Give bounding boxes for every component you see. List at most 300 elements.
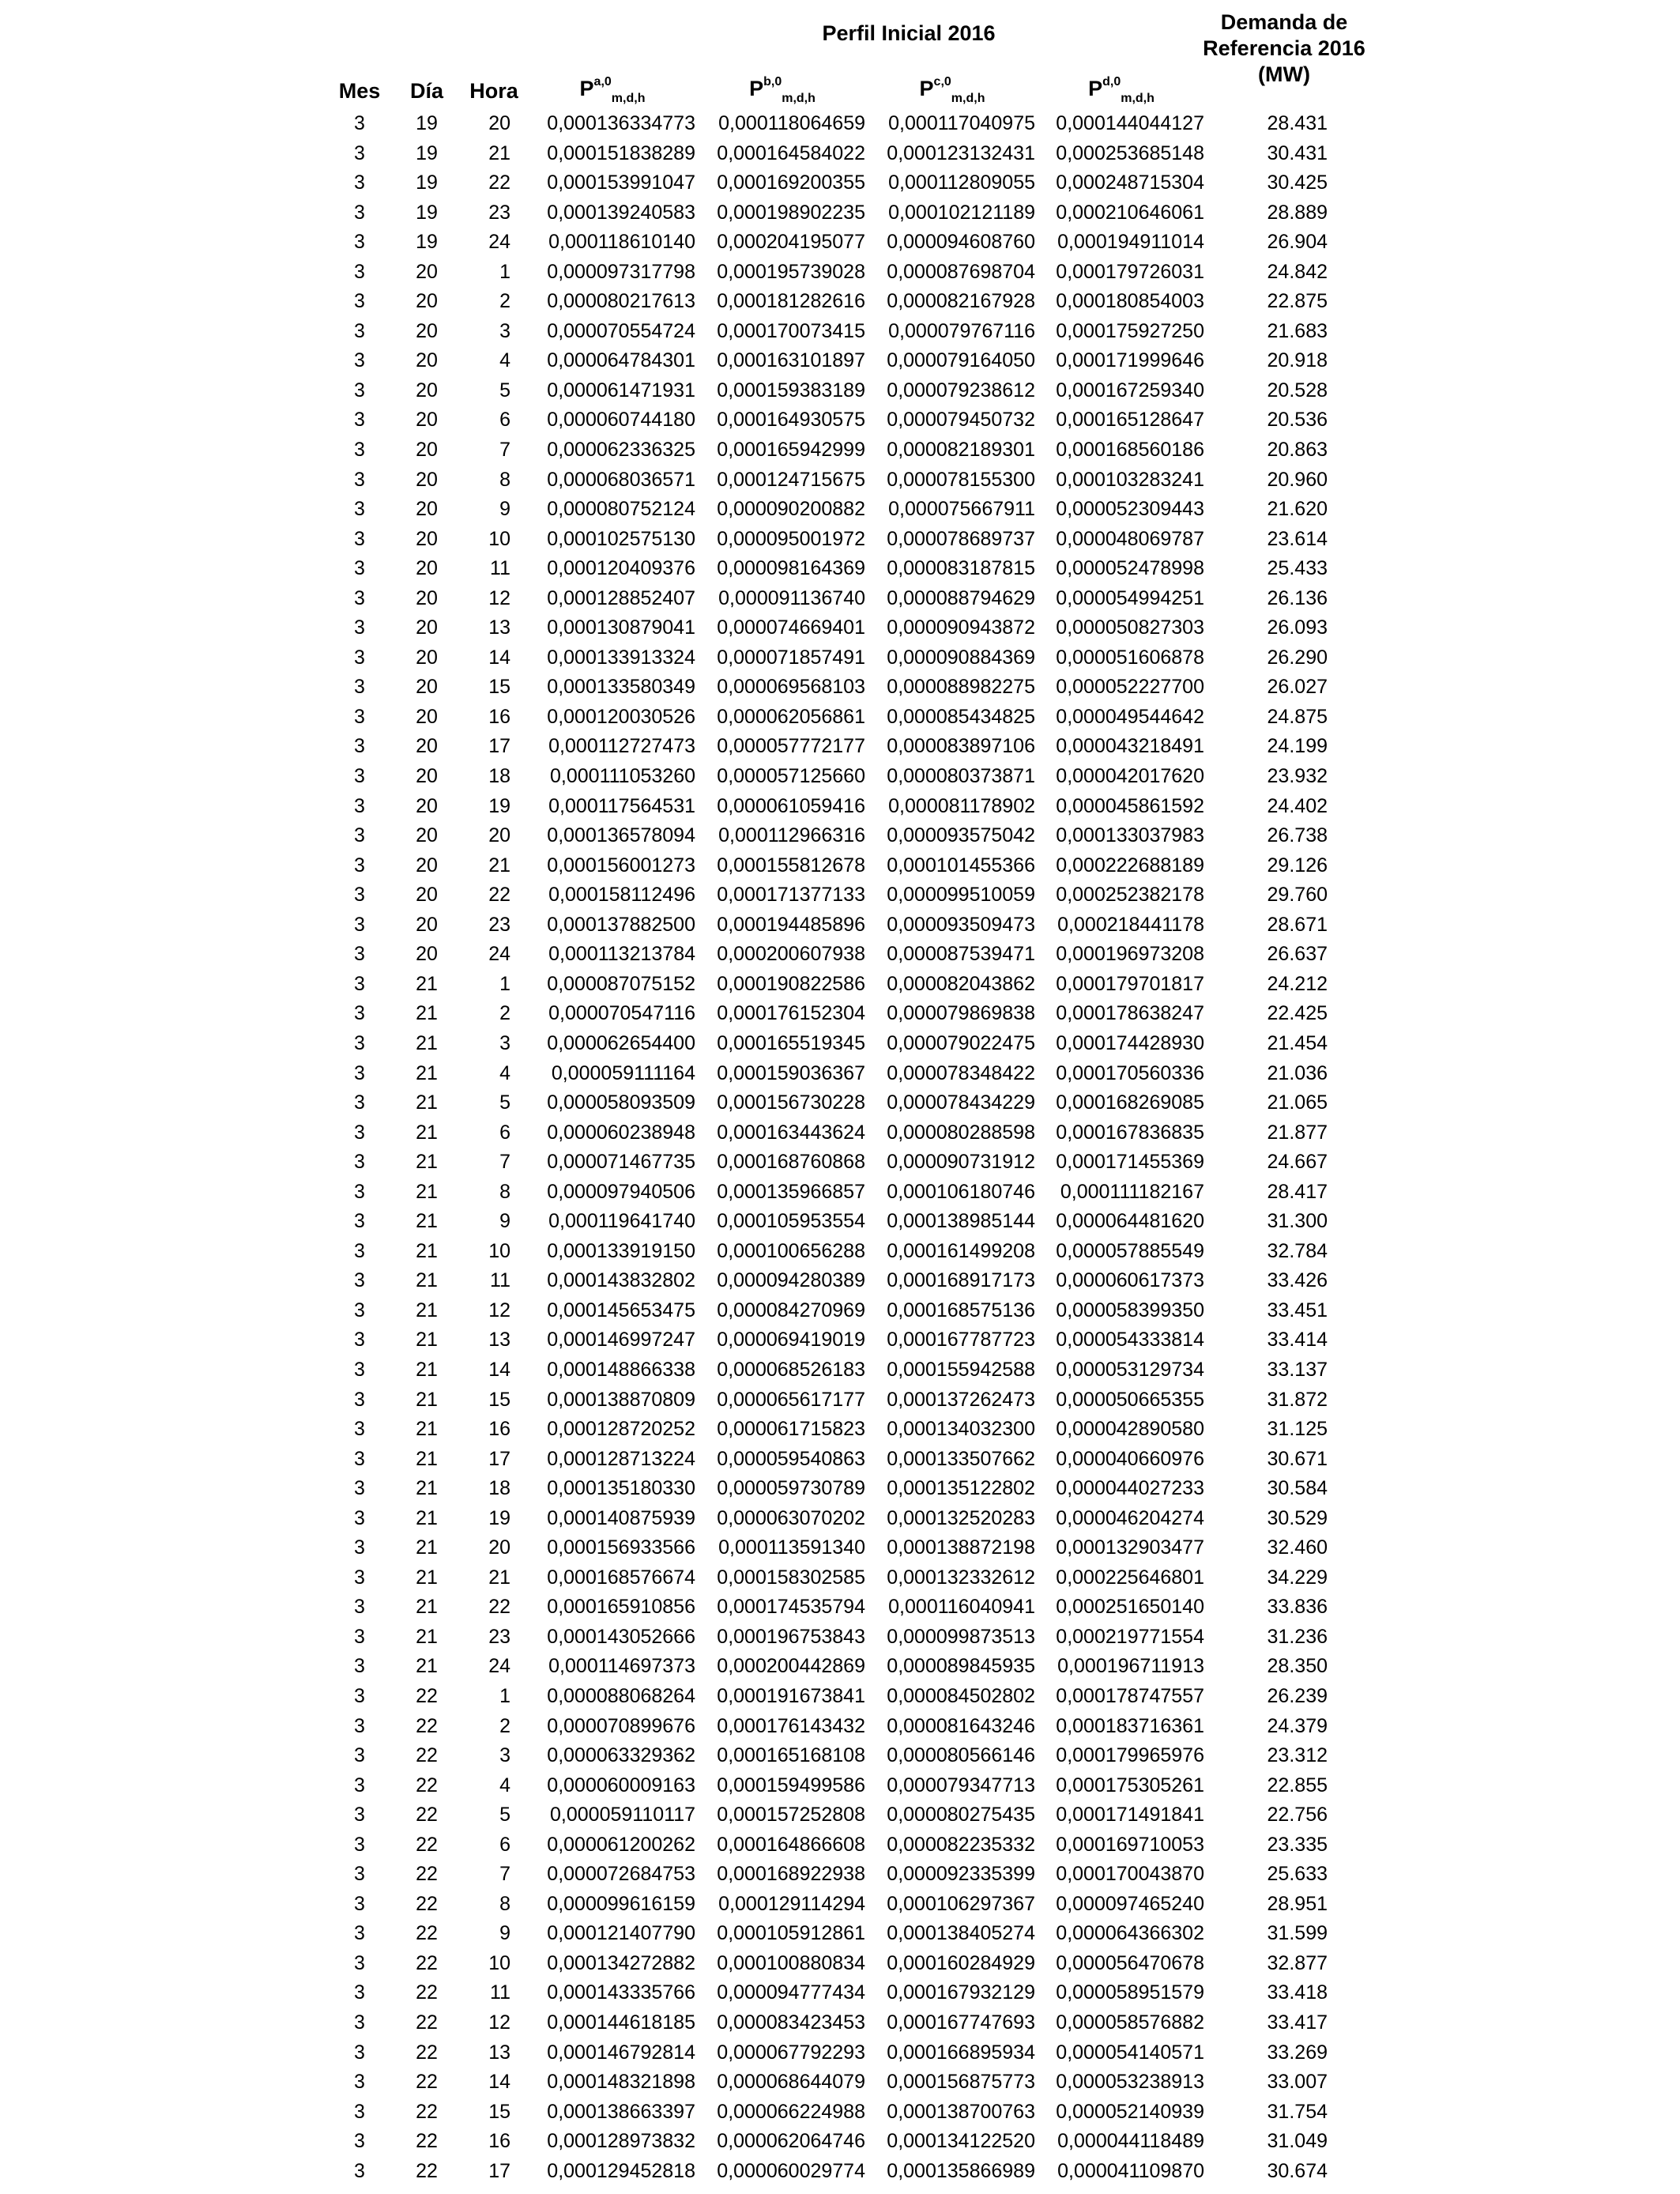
cell-pc: 0,000078434229	[887, 1091, 1035, 1114]
cell-hora: 5	[499, 1804, 510, 1826]
cell-pb: 0,000164584022	[717, 141, 865, 164]
table-row	[0, 880, 1680, 910]
cell-pd: 0,000171491841	[1056, 1804, 1204, 1826]
cell-hora: 2	[499, 1002, 510, 1025]
cell-demanda: 31.872	[1267, 1388, 1328, 1411]
cell-pd: 0,000170560336	[1056, 1061, 1204, 1084]
table-row	[0, 792, 1680, 822]
cell-pa: 0,000146997247	[547, 1329, 695, 1351]
cell-pd: 0,000054333814	[1056, 1329, 1204, 1351]
cell-dia: 22	[416, 1863, 438, 1886]
cell-dia: 22	[416, 2100, 438, 2123]
cell-pc: 0,000099873513	[887, 1625, 1035, 1648]
cell-pd: 0,000167836835	[1056, 1121, 1204, 1144]
table-row	[0, 168, 1680, 198]
table-row	[0, 554, 1680, 584]
cell-pc: 0,000081643246	[887, 1714, 1035, 1737]
table-row	[0, 1800, 1680, 1830]
pd-sub: m,d,h	[1121, 92, 1155, 105]
cell-pa: 0,000058093509	[547, 1091, 695, 1114]
cell-hora: 20	[488, 824, 510, 847]
cell-demanda: 23.614	[1267, 527, 1328, 550]
cell-pd: 0,000052140939	[1056, 2100, 1204, 2123]
cell-dia: 22	[416, 1951, 438, 1974]
cell-dia: 20	[416, 290, 438, 313]
cell-mes: 3	[354, 943, 365, 966]
cell-dia: 21	[416, 1536, 438, 1559]
table-row	[0, 1415, 1680, 1445]
table-row	[0, 1890, 1680, 1920]
cell-dia: 20	[416, 913, 438, 936]
cell-pb: 0,000191673841	[717, 1684, 865, 1707]
cell-pa: 0,000072684753	[547, 1863, 695, 1886]
perfil-inicial-title: Perfil Inicial 2016	[822, 21, 996, 45]
cell-pc: 0,000082189301	[887, 439, 1035, 462]
table-row	[0, 1445, 1680, 1475]
cell-demanda: 32.460	[1267, 1536, 1328, 1559]
table-row	[0, 1148, 1680, 1178]
cell-hora: 24	[488, 231, 510, 254]
cell-pa: 0,000111053260	[550, 765, 695, 788]
cell-pa: 0,000080217613	[547, 290, 695, 313]
cell-mes: 3	[354, 231, 365, 254]
cell-hora: 12	[488, 1299, 510, 1321]
column-header-pa	[553, 75, 672, 105]
table-row	[0, 2008, 1680, 2038]
cell-dia: 22	[416, 2130, 438, 2153]
table-row	[0, 495, 1680, 525]
cell-pd: 0,000048069787	[1056, 527, 1204, 550]
column-header-pb	[723, 75, 842, 105]
cell-dia: 22	[416, 2071, 438, 2094]
cell-pb: 0,000159036367	[717, 1061, 865, 1084]
table-row	[0, 999, 1680, 1029]
cell-hora: 3	[499, 1031, 510, 1054]
cell-pa: 0,000114697373	[548, 1655, 695, 1678]
cell-pa: 0,000070547116	[548, 1002, 695, 1025]
cell-mes: 3	[354, 141, 365, 164]
cell-hora: 19	[488, 794, 510, 817]
cell-demanda: 20.536	[1267, 409, 1328, 432]
cell-pd: 0,000170043870	[1056, 1863, 1204, 1886]
cell-pb: 0,000159499586	[717, 1774, 865, 1796]
cell-hora: 1	[499, 260, 510, 283]
cell-dia: 21	[416, 1388, 438, 1411]
cell-pd: 0,000053238913	[1056, 2071, 1204, 2094]
cell-mes: 3	[354, 527, 365, 550]
cell-dia: 21	[416, 1596, 438, 1619]
cell-pa: 0,000060744180	[547, 409, 695, 432]
cell-dia: 20	[416, 379, 438, 401]
cell-pc: 0,000135122802	[887, 1477, 1035, 1500]
cell-pa: 0,000138870809	[547, 1388, 695, 1411]
cell-mes: 3	[354, 1922, 365, 1945]
cell-mes: 3	[354, 1121, 365, 1144]
cell-pa: 0,000117564531	[548, 794, 695, 817]
cell-dia: 19	[416, 172, 438, 194]
table-row	[0, 287, 1680, 317]
cell-pc: 0,000102121189	[888, 201, 1035, 224]
cell-pd: 0,000045861592	[1056, 794, 1204, 817]
cell-demanda: 31.599	[1267, 1922, 1328, 1945]
table-row	[0, 1860, 1680, 1890]
cell-pa: 0,000097317798	[547, 260, 695, 283]
cell-pc: 0,000137262473	[887, 1388, 1035, 1411]
cell-pb: 0,000171377133	[717, 884, 865, 907]
cell-mes: 3	[354, 349, 365, 372]
cell-pc: 0,000088982275	[887, 676, 1035, 699]
cell-dia: 20	[416, 349, 438, 372]
cell-mes: 3	[354, 1625, 365, 1648]
cell-dia: 21	[416, 1299, 438, 1321]
cell-demanda: 22.425	[1267, 1002, 1328, 1025]
cell-hora: 11	[490, 1981, 510, 2004]
cell-pb: 0,000169200355	[717, 172, 865, 194]
cell-hora: 7	[499, 1863, 510, 1886]
cell-pa: 0,000156001273	[547, 854, 695, 876]
cell-hora: 22	[488, 172, 510, 194]
cell-demanda: 28.417	[1267, 1180, 1328, 1203]
cell-hora: 6	[499, 1121, 510, 1144]
cell-pc: 0,000087698704	[887, 260, 1035, 283]
cell-pb: 0,000061715823	[717, 1418, 865, 1441]
cell-mes: 3	[354, 646, 365, 669]
cell-demanda: 20.528	[1267, 379, 1328, 401]
cell-demanda: 22.855	[1267, 1774, 1328, 1796]
cell-mes: 3	[354, 765, 365, 788]
table-row	[0, 1978, 1680, 2008]
cell-dia: 22	[416, 1714, 438, 1737]
cell-mes: 3	[354, 1151, 365, 1174]
cell-pc: 0,000167787723	[887, 1329, 1035, 1351]
cell-demanda: 28.350	[1267, 1655, 1328, 1678]
table-row	[0, 2157, 1680, 2187]
cell-hora: 8	[499, 1180, 510, 1203]
cell-pc: 0,000106297367	[887, 1892, 1035, 1915]
pb-sub: m,d,h	[782, 92, 816, 105]
cell-hora: 22	[488, 884, 510, 907]
cell-pb: 0,000168922938	[717, 1863, 865, 1886]
cell-pd: 0,000111182167	[1060, 1180, 1204, 1203]
cell-pd: 0,000167259340	[1056, 379, 1204, 401]
cell-demanda: 32.784	[1267, 1239, 1328, 1262]
cell-hora: 23	[488, 1625, 510, 1648]
cell-demanda: 24.842	[1267, 260, 1328, 283]
cell-hora: 13	[488, 1329, 510, 1351]
cell-pb: 0,000157252808	[717, 1804, 865, 1826]
cell-hora: 11	[490, 557, 510, 580]
cell-hora: 21	[488, 1566, 510, 1589]
column-header-mes: Mes	[338, 79, 381, 103]
cell-dia: 20	[416, 527, 438, 550]
cell-mes: 3	[354, 586, 365, 609]
table-row	[0, 1682, 1680, 1712]
cell-pb: 0,000098164369	[717, 557, 865, 580]
cell-dia: 20	[416, 943, 438, 966]
cell-pd: 0,000222688189	[1056, 854, 1204, 876]
table-row	[0, 109, 1680, 139]
table-row	[0, 1652, 1680, 1682]
cell-dia: 21	[416, 1566, 438, 1589]
cell-dia: 20	[416, 824, 438, 847]
cell-pa: 0,000097940506	[547, 1180, 695, 1203]
cell-pd: 0,000051606878	[1056, 646, 1204, 669]
cell-pa: 0,000146792814	[547, 2041, 695, 2064]
cell-mes: 3	[354, 735, 365, 758]
cell-pc: 0,000099510059	[887, 884, 1035, 907]
cell-mes: 3	[354, 1536, 365, 1559]
cell-mes: 3	[354, 1269, 365, 1292]
cell-pa: 0,000136334773	[547, 112, 695, 134]
cell-mes: 3	[354, 2011, 365, 2034]
cell-demanda: 32.877	[1267, 1951, 1328, 1974]
cell-pc: 0,000132332612	[887, 1566, 1035, 1589]
cell-hora: 24	[488, 1655, 510, 1678]
cell-pb: 0,000068526183	[717, 1358, 865, 1381]
cell-mes: 3	[354, 1329, 365, 1351]
cell-demanda: 30.671	[1267, 1447, 1328, 1470]
table-row	[0, 2068, 1680, 2098]
column-header-hora: Hora	[469, 79, 518, 103]
cell-pd: 0,000132903477	[1056, 1536, 1204, 1559]
cell-pc: 0,000081178902	[888, 794, 1035, 817]
cell-pd: 0,000251650140	[1056, 1596, 1204, 1619]
cell-dia: 20	[416, 854, 438, 876]
cell-hora: 4	[499, 1061, 510, 1084]
cell-hora: 16	[488, 1418, 510, 1441]
cell-hora: 9	[499, 1210, 510, 1233]
cell-demanda: 21.877	[1267, 1121, 1328, 1144]
cell-pd: 0,000097465240	[1056, 1892, 1204, 1915]
cell-mes: 3	[354, 1091, 365, 1114]
table-row	[0, 1266, 1680, 1296]
cell-demanda: 23.312	[1267, 1744, 1328, 1767]
cell-demanda: 24.379	[1267, 1714, 1328, 1737]
cell-demanda: 34.229	[1267, 1566, 1328, 1589]
cell-mes: 3	[354, 2130, 365, 2153]
cell-pb: 0,000170073415	[717, 319, 865, 342]
cell-pa: 0,000143335766	[547, 1981, 695, 2004]
cell-pd: 0,000180854003	[1056, 290, 1204, 313]
cell-pc: 0,000078155300	[887, 468, 1035, 491]
cell-demanda: 24.199	[1267, 735, 1328, 758]
cell-pd: 0,000040660976	[1056, 1447, 1204, 1470]
cell-pc: 0,000079869838	[887, 1002, 1035, 1025]
cell-dia: 22	[416, 1774, 438, 1796]
cell-hora: 4	[499, 349, 510, 372]
table-row	[0, 466, 1680, 496]
cell-pa: 0,000148866338	[547, 1358, 695, 1381]
cell-pc: 0,000083187815	[887, 557, 1035, 580]
cell-pa: 0,000158112496	[548, 884, 695, 907]
cell-hora: 12	[488, 586, 510, 609]
cell-dia: 20	[416, 468, 438, 491]
table-row	[0, 1385, 1680, 1416]
cell-hora: 20	[488, 112, 510, 134]
cell-demanda: 20.960	[1267, 468, 1328, 491]
cell-pc: 0,000116040941	[888, 1596, 1035, 1619]
cell-dia: 21	[416, 1180, 438, 1203]
cell-dia: 21	[416, 1655, 438, 1678]
table-row	[0, 2127, 1680, 2157]
cell-hora: 23	[488, 913, 510, 936]
cell-dia: 21	[416, 1447, 438, 1470]
cell-pb: 0,000163101897	[717, 349, 865, 372]
cell-hora: 16	[488, 2130, 510, 2153]
cell-pd: 0,000248715304	[1056, 172, 1204, 194]
cell-mes: 3	[354, 379, 365, 401]
cell-demanda: 33.451	[1267, 1299, 1328, 1321]
cell-pd: 0,000179726031	[1056, 260, 1204, 283]
cell-pd: 0,000219771554	[1056, 1625, 1204, 1648]
cell-pa: 0,000143832802	[547, 1269, 695, 1292]
cell-dia: 21	[416, 1002, 438, 1025]
cell-mes: 3	[354, 1981, 365, 2004]
cell-pb: 0,000060029774	[717, 2159, 865, 2182]
table-row	[0, 940, 1680, 970]
table-row	[0, 258, 1680, 288]
table-row	[0, 673, 1680, 703]
cell-pc: 0,000168917173	[887, 1269, 1035, 1292]
cell-pb: 0,000071857491	[717, 646, 865, 669]
pa-sup: a,0	[593, 75, 612, 89]
cell-demanda: 23.335	[1267, 1833, 1328, 1856]
cell-pa: 0,000060238948	[547, 1121, 695, 1144]
cell-hora: 6	[499, 409, 510, 432]
cell-hora: 18	[488, 1477, 510, 1500]
cell-pc: 0,000138872198	[887, 1536, 1035, 1559]
cell-pd: 0,000144044127	[1056, 112, 1204, 134]
cell-mes: 3	[354, 1388, 365, 1411]
cell-pa: 0,000113213784	[548, 943, 695, 966]
cell-pc: 0,000079767116	[888, 319, 1035, 342]
cell-pa: 0,000061471931	[547, 379, 695, 401]
cell-pc: 0,000106180746	[887, 1180, 1035, 1203]
cell-dia: 22	[416, 1981, 438, 2004]
cell-pc: 0,000080373871	[887, 765, 1035, 788]
cell-pb: 0,000105953554	[717, 1210, 865, 1233]
cell-pb: 0,000124715675	[717, 468, 865, 491]
cell-pd: 0,000175305261	[1056, 1774, 1204, 1796]
demanda-header-line3: (MW)	[1258, 62, 1310, 86]
cell-pa: 0,000061200262	[547, 1833, 695, 1856]
cell-dia: 20	[416, 439, 438, 462]
cell-dia: 21	[416, 1418, 438, 1441]
cell-pc: 0,000123132431	[887, 141, 1035, 164]
cell-pd: 0,000050827303	[1056, 616, 1204, 639]
cell-pb: 0,000113591340	[718, 1536, 865, 1559]
cell-hora: 15	[488, 676, 510, 699]
cell-mes: 3	[354, 557, 365, 580]
cell-pc: 0,000093509473	[887, 913, 1035, 936]
cell-dia: 21	[416, 1031, 438, 1054]
cell-demanda: 33.137	[1267, 1358, 1328, 1381]
cell-pd: 0,000178747557	[1056, 1684, 1204, 1707]
cell-pb: 0,000100656288	[717, 1239, 865, 1262]
cell-demanda: 33.414	[1267, 1329, 1328, 1351]
cell-demanda: 22.875	[1267, 290, 1328, 313]
cell-pb: 0,000181282616	[717, 290, 865, 313]
pb-base: P	[749, 77, 764, 100]
cell-pd: 0,000225646801	[1056, 1566, 1204, 1589]
cell-mes: 3	[354, 2100, 365, 2123]
cell-hora: 13	[488, 2041, 510, 2064]
cell-pa: 0,000062336325	[547, 439, 695, 462]
cell-pc: 0,000085434825	[887, 705, 1035, 728]
table-row	[0, 1355, 1680, 1385]
cell-pa: 0,000062654400	[547, 1031, 695, 1054]
cell-dia: 20	[416, 676, 438, 699]
cell-hora: 23	[488, 201, 510, 224]
table-row	[0, 1919, 1680, 1949]
cell-pa: 0,000088068264	[547, 1684, 695, 1707]
cell-mes: 3	[354, 1833, 365, 1856]
cell-hora: 15	[488, 2100, 510, 2123]
cell-mes: 3	[354, 854, 365, 876]
cell-dia: 21	[416, 1151, 438, 1174]
cell-pc: 0,000132520283	[887, 1506, 1035, 1529]
cell-pa: 0,000143052666	[547, 1625, 695, 1648]
table-row	[0, 435, 1680, 466]
cell-hora: 19	[488, 1506, 510, 1529]
table-row	[0, 1712, 1680, 1742]
cell-pc: 0,000101455366	[887, 854, 1035, 876]
cell-pc: 0,000079022475	[887, 1031, 1035, 1054]
cell-pb: 0,000069568103	[717, 676, 865, 699]
cell-hora: 21	[488, 854, 510, 876]
cell-mes: 3	[354, 1863, 365, 1886]
cell-demanda: 33.417	[1267, 2011, 1328, 2034]
cell-demanda: 25.633	[1267, 1863, 1328, 1886]
cell-dia: 21	[416, 1329, 438, 1351]
cell-pd: 0,000058399350	[1056, 1299, 1204, 1321]
cell-pd: 0,000050665355	[1056, 1388, 1204, 1411]
cell-mes: 3	[354, 824, 365, 847]
data-table-body	[0, 109, 1680, 2186]
cell-mes: 3	[354, 1804, 365, 1826]
table-row	[0, 1623, 1680, 1653]
cell-pa: 0,000120409376	[547, 557, 695, 580]
cell-pa: 0,000087075152	[547, 972, 695, 995]
cell-demanda: 29.760	[1267, 884, 1328, 907]
cell-pc: 0,000166895934	[887, 2041, 1035, 2064]
cell-hora: 9	[499, 1922, 510, 1945]
table-row	[0, 910, 1680, 941]
cell-demanda: 33.836	[1267, 1596, 1328, 1619]
cell-pd: 0,000133037983	[1056, 824, 1204, 847]
cell-pd: 0,000057885549	[1056, 1239, 1204, 1262]
cell-pa: 0,000128713224	[547, 1447, 695, 1470]
cell-pd: 0,000044118489	[1057, 2130, 1204, 2153]
cell-pc: 0,000075667911	[888, 498, 1035, 521]
cell-mes: 3	[354, 172, 365, 194]
cell-pc: 0,000138700763	[887, 2100, 1035, 2123]
cell-pd: 0,000183716361	[1056, 1714, 1204, 1737]
cell-mes: 3	[354, 794, 365, 817]
cell-pb: 0,000204195077	[717, 231, 865, 254]
cell-pd: 0,000058951579	[1056, 1981, 1204, 2004]
cell-dia: 21	[416, 1210, 438, 1233]
table-row	[0, 405, 1680, 435]
cell-mes: 3	[354, 616, 365, 639]
table-row	[0, 821, 1680, 851]
cell-dia: 21	[416, 972, 438, 995]
cell-dia: 21	[416, 1061, 438, 1084]
cell-demanda: 24.402	[1267, 794, 1328, 817]
cell-hora: 4	[499, 1774, 510, 1796]
cell-demanda: 21.065	[1267, 1091, 1328, 1114]
cell-mes: 3	[354, 1684, 365, 1707]
